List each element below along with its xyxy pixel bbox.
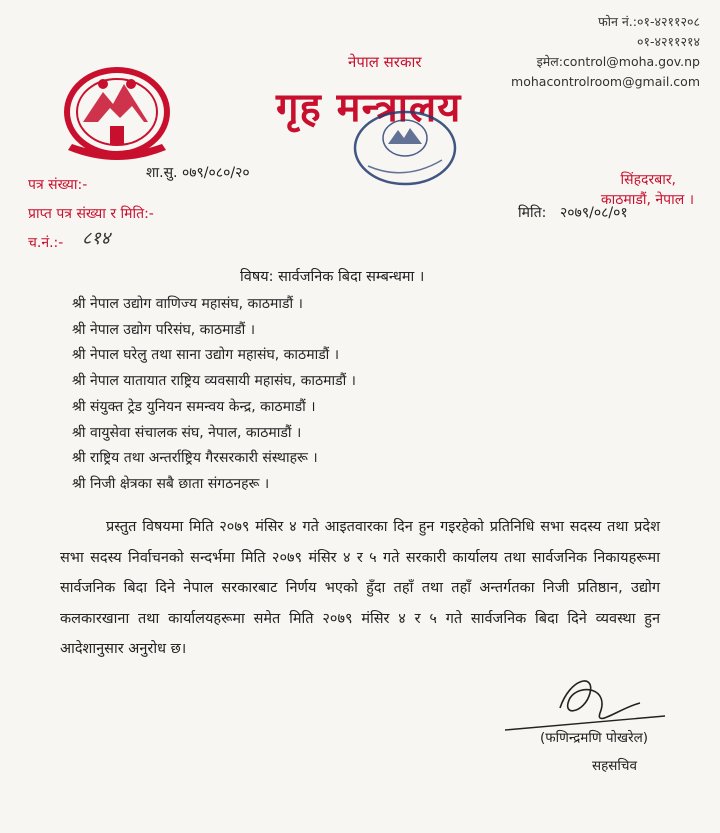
list-item: श्री संयुक्त ट्रेड युनियन समन्वय केन्द्र, काठमाडौं ।	[72, 398, 316, 415]
government-name: नेपाल सरकार	[348, 53, 422, 71]
list-item: श्री नेपाल यातायात राष्ट्रिय व्यवसायी महासंघ, काठमाडौं ।	[72, 373, 356, 390]
subject-line: विषय: सार्वजनिक बिदा सम्बन्धमा ।	[240, 269, 425, 285]
list-item: श्री नेपाल घरेलु तथा साना उद्योग महासंघ, काठमाडौं ।	[72, 347, 340, 364]
date-label: मिति:	[518, 205, 547, 221]
address-line-2: काठमाडौं, नेपाल ।	[600, 192, 694, 208]
ministry-seal-icon	[350, 108, 460, 188]
ministry-title: गृह मन्त्रालय	[276, 85, 462, 131]
letter-body: प्रस्तुत विषयमा मिति २०७९ मंसिर ४ गते आइतवारका दिन हुन गइरहेको प्रतिनिधि सभा सदस्य तथा प्रदेश सभा सदस्य निर्वाचनको सन्दर्भमा मिति २०७९ मंसिर ४ र ५ गते सरकारी कार्यालय तथा सार्वजनिक निकायहरूमा सार्वजनिक बिदा दिने नेपाल सरकारबाट निर्णय भएको हुँदा तहाँ तथा तहाँ अन्तर्गतका निजी प्रतिष्ठान, उद्योग कलकारखाना तथा कार्यालयहरूमा समेत मिति २०७९ मंसिर ४ र ५ गते सार्वजनिक बिदा दिने व्यवस्था हुन आदेशानुसार अनुरोध छ।	[60, 519, 660, 657]
phone-number-1: फोन नं.:०१-४२११२०८	[598, 14, 700, 29]
letter-number-label: पत्र संख्या:-	[28, 177, 88, 193]
letter-number-value: शा.सु. ०७९/०८०/२०	[146, 165, 250, 181]
recipient-list	[72, 292, 356, 498]
nepal-emblem-icon	[58, 62, 176, 172]
address-line-1: सिंहदरबार,	[620, 172, 676, 188]
dispatch-number-value: ८१४	[82, 228, 111, 249]
signer-name: (फणिन्द्रमणि पोखरेल)	[540, 730, 649, 746]
signer-designation: सहसचिव	[592, 758, 637, 774]
list-item: श्री राष्ट्रिय तथा अन्तर्राष्ट्रिय गैरसरकारी संस्थाहरू ।	[72, 450, 318, 467]
email-2: mohacontrolroom@gmail.com	[511, 74, 700, 89]
received-letter-label: प्राप्त पत्र संख्या र मिति:-	[28, 206, 154, 222]
contact-block	[511, 12, 700, 92]
list-item: श्री नेपाल उद्योग वाणिज्य महासंघ, काठमाडौं ।	[72, 296, 303, 312]
dispatch-number-label: च.नं.:-	[28, 235, 64, 251]
email-1: इमेल:control@moha.gov.np	[536, 54, 700, 69]
list-item: श्री नेपाल उद्योग परिसंघ, काठमाडौं ।	[72, 321, 256, 338]
phone-number-2: ०१-४२११२१४	[636, 34, 700, 49]
date-value: २०७९/०८/०१	[560, 205, 628, 221]
list-item: श्री वायुसेवा संचालक संघ, नेपाल, काठमाडौं ।	[72, 424, 302, 441]
list-item: श्री निजी क्षेत्रका सबै छाता संगठनहरू ।	[72, 475, 270, 492]
